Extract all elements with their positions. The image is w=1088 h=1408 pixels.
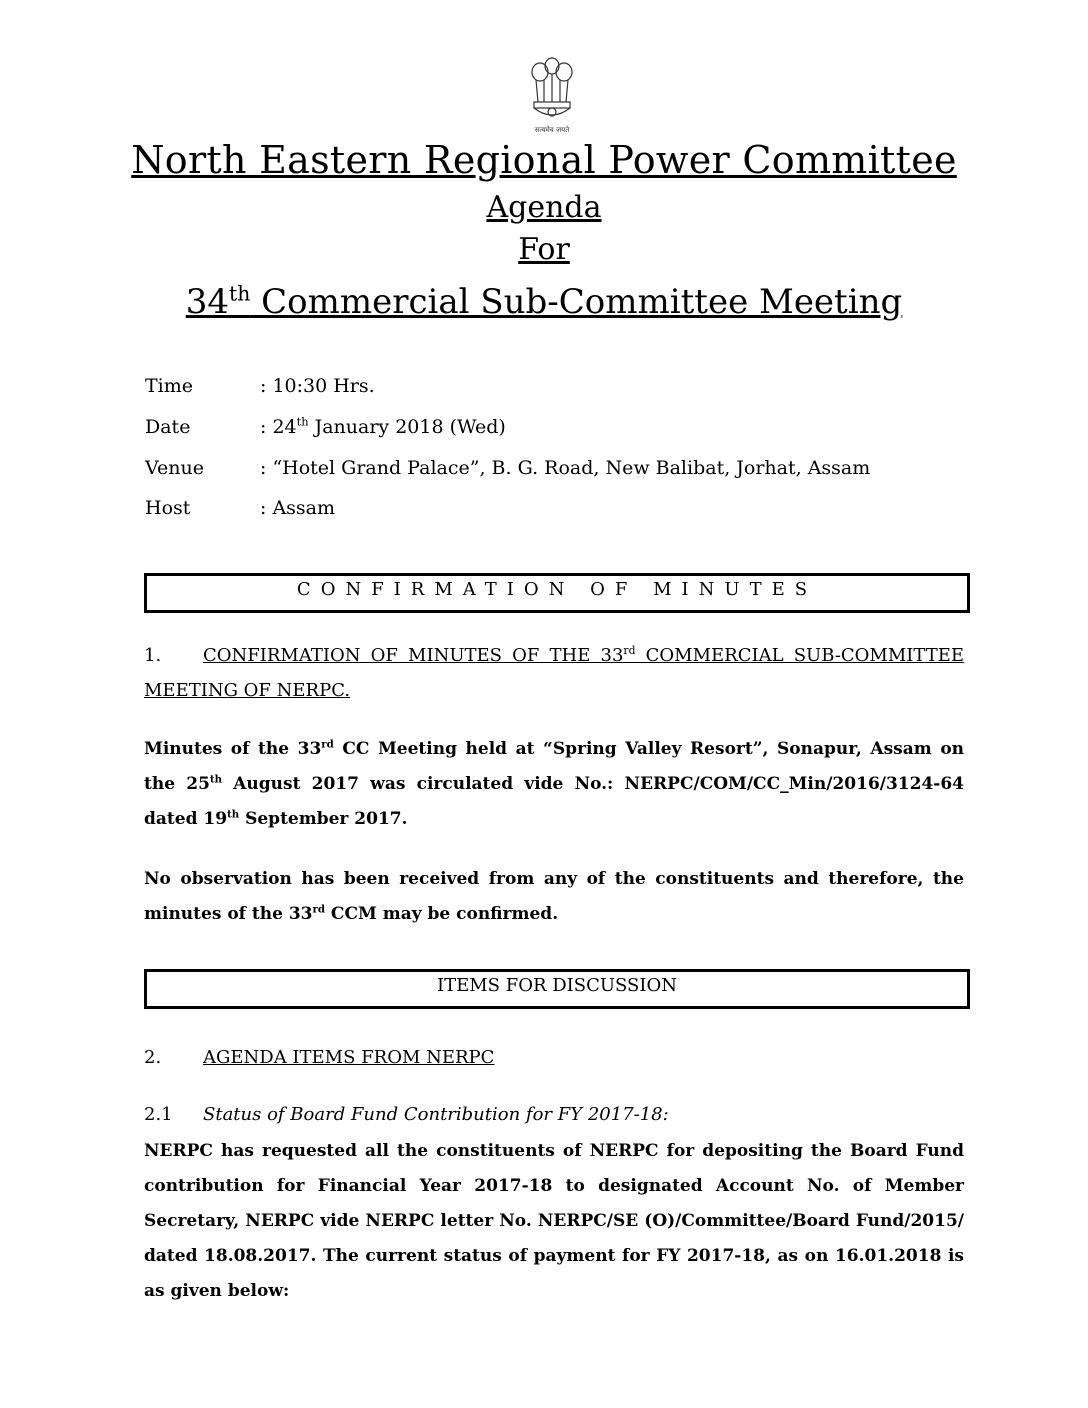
item-1-title: 1. CONFIRMATION OF MINUTES OF THE 33rd COMMERCIAL SUB-COMMITTEE MEETING OF NERPC. — [144, 644, 964, 701]
confirmation-section-heading: CONFIRMATION OF MINUTES — [144, 573, 970, 613]
venue-label: Venue — [145, 457, 204, 479]
date-label: Date — [145, 416, 191, 438]
time-value: : 10:30 Hrs. — [260, 375, 375, 397]
item-2-title: 2. AGENDA ITEMS FROM NERPC — [144, 1047, 495, 1068]
discussion-section-heading: ITEMS FOR DISCUSSION — [144, 969, 970, 1009]
time-label: Time — [145, 375, 194, 397]
host-value: : Assam — [260, 497, 336, 519]
board-fund-paragraph: NERPC has requested all the constituents of NERPC for depositing the Board Fund contribution for Financial Year 2017-18 to designated Account No. of Member Secretary, NERPC vide NERPC letter No. NERPC/SE (O)/Committee/Board Fund/2015/ dated 18.08.2017. The current status of payment for FY 2017-18, as on 16.01.2018 is as given below: — [144, 1141, 964, 1301]
doc-type-title: Agenda — [486, 190, 602, 225]
venue-value: : “Hotel Grand Palace”, B. G. Road, New Balibat, Jorhat, Assam — [260, 457, 871, 479]
meeting-host-row — [145, 497, 335, 521]
host-label: Host — [145, 497, 191, 519]
confirmation-paragraph-2: No observation has been received from any of the constituents and therefore, the minutes of the 33rd CCM may be confirmed. — [144, 869, 964, 924]
meeting-venue-row — [145, 457, 870, 481]
meeting-time-row — [145, 375, 375, 399]
meeting-title: 34th Commercial Sub-Committee Meeting — [185, 281, 903, 322]
for-title: For — [518, 232, 570, 267]
emblem-caption: सत्यमेव जयते — [534, 126, 570, 134]
confirmation-paragraph-1: Minutes of the 33rd CC Meeting held at “Spring Valley Resort”, Sonapur, Assam on the 25th August 2017 was circulated vide No.: NERPC/COM/CC_Min/2016/3124-64 dated 19th September 2017. — [144, 738, 965, 829]
national-emblem-icon — [522, 52, 582, 136]
organization-title: North Eastern Regional Power Committee — [131, 138, 957, 182]
meeting-date-row: Date : 24th January 2018 (Wed) — [145, 414, 506, 438]
item-2-1-title: 2.1 Status of Board Fund Contribution for FY 2017-18: — [144, 1104, 669, 1125]
